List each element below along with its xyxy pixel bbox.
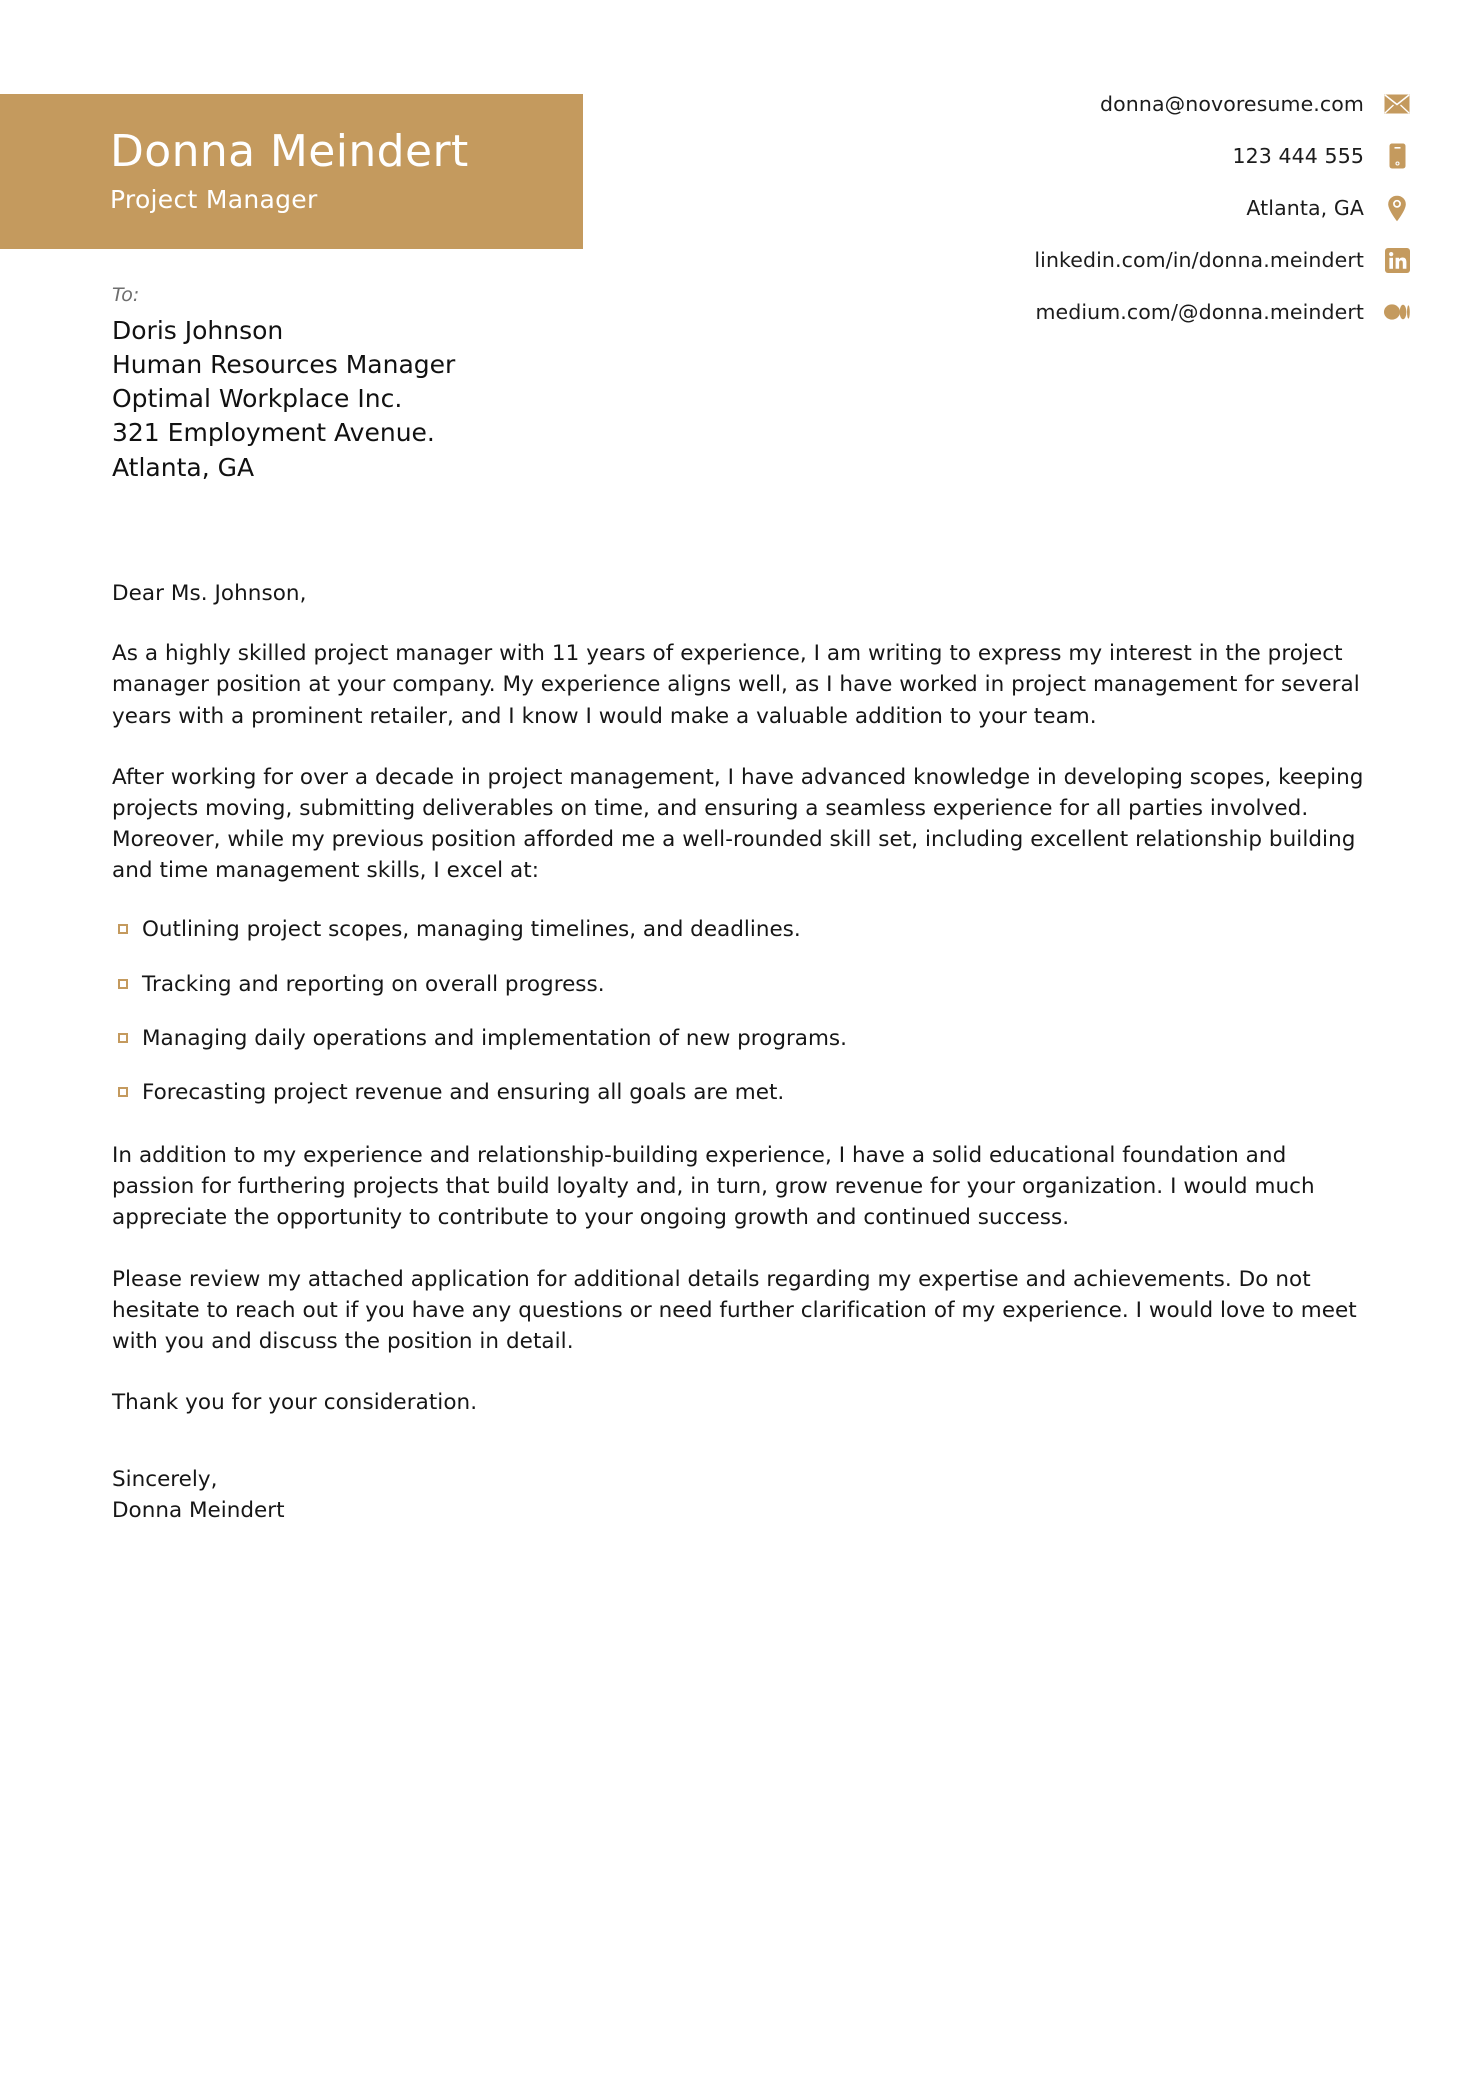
list-item <box>112 969 1374 1000</box>
applicant-name: Donna Meindert <box>110 126 469 178</box>
recipient-company: Optimal Workplace Inc. <box>112 384 403 414</box>
square-bullet-icon <box>118 979 128 989</box>
header-name-bar <box>0 94 583 249</box>
contact-phone-text: 123 444 555 <box>1232 144 1364 168</box>
contact-item-medium[interactable] <box>1035 292 1410 332</box>
letter-paragraph-3: In addition to my experience and relationship-building experience, I have a solid educational foundation and passion for furthering projects that build loyalty and, in turn, grow revenue for your organization. I would much appreciate the opportunity to contribute to your ongoing growth and continued success. <box>112 1143 1315 1231</box>
list-item <box>112 914 1374 945</box>
medium-icon <box>1384 299 1410 325</box>
contact-item-email[interactable] <box>1100 84 1410 124</box>
list-item <box>112 1023 1374 1054</box>
contact-item-linkedin[interactable] <box>1034 240 1410 280</box>
contact-item-phone[interactable] <box>1232 136 1410 176</box>
signature-name: Donna Meindert <box>112 1498 285 1524</box>
square-bullet-icon <box>118 924 128 934</box>
envelope-icon <box>1384 91 1410 117</box>
signature-block <box>112 1464 1374 1526</box>
applicant-job-title: Project Manager <box>110 184 318 214</box>
letter-paragraph-4: Please review my attached application for additional details regarding my expertise and achievements. Do not hesitate to reach out if you have any questions or need further clarification of my experience. I would love to meet with you and discuss the position in detail. <box>112 1266 1357 1354</box>
phone-icon <box>1384 143 1410 169</box>
contact-location-text: Atlanta, GA <box>1246 196 1364 220</box>
to-label: To: <box>112 284 140 306</box>
linkedin-icon <box>1384 247 1410 273</box>
letter-body <box>112 578 1374 1527</box>
list-item-label: Managing daily operations and implementation of new programs. <box>142 1025 847 1051</box>
contact-email-text: donna@novoresume.com <box>1100 92 1364 116</box>
square-bullet-icon <box>118 1087 128 1097</box>
recipient-block <box>112 283 455 485</box>
sign-off: Sincerely, <box>112 1467 218 1493</box>
letter-closing-block <box>112 1140 1374 1418</box>
list-item-label: Forecasting project revenue and ensuring all goals are met. <box>142 1079 785 1105</box>
contact-linkedin-text: linkedin.com/in/donna.meindert <box>1034 248 1364 272</box>
list-item-label: Tracking and reporting on overall progress. <box>142 971 605 997</box>
letter-paragraph-1: As a highly skilled project manager with 11 years of experience, I am writing to express my interest in the project manager position at your company. My experience aligns well, as I have worked in project management for several years with a prominent retailer, and I know I would make a valuable addition to your team. <box>112 641 1360 729</box>
recipient-title: Human Resources Manager <box>112 349 456 379</box>
letter-salutation: Dear Ms. Johnson, <box>112 581 307 606</box>
contact-medium-text: medium.com/@donna.meindert <box>1035 300 1364 324</box>
letter-paragraph-5: Thank you for your consideration. <box>112 1390 478 1416</box>
recipient-street: 321 Employment Avenue. <box>112 418 435 448</box>
list-item <box>112 1077 1374 1108</box>
list-item-label: Outlining project scopes, managing timelines, and deadlines. <box>142 917 801 943</box>
square-bullet-icon <box>118 1033 128 1043</box>
recipient-city: Atlanta, GA <box>112 452 255 482</box>
contact-item-location[interactable] <box>1246 188 1410 228</box>
letter-paragraph-2: After working for over a decade in project management, I have advanced knowledge in developing scopes, keeping projects moving, submitting deliverables on time, and ensuring a seamless experience for all parties involved. Moreover, while my previous position afforded me a well-rounded skill set, including excellent relationship building and time management skills, I excel at: <box>112 764 1364 884</box>
location-pin-icon <box>1384 195 1410 221</box>
contact-block <box>1034 84 1410 332</box>
recipient-name: Doris Johnson <box>112 315 284 345</box>
skills-list <box>112 914 1374 1108</box>
